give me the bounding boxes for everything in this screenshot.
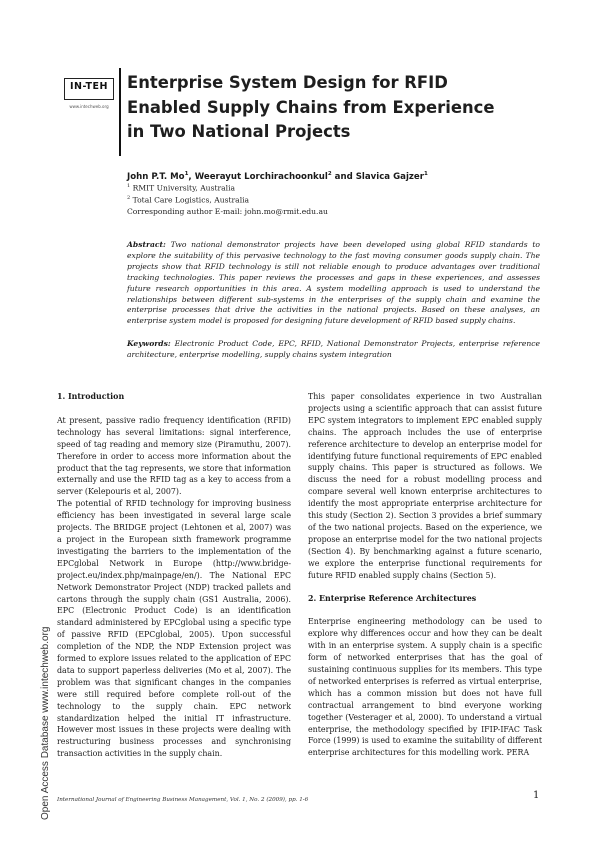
journal-footer: International Journal of Engineering Business Management, Vol. 1, No. 2 (2009), pp. 1-6	[57, 797, 309, 803]
affiliation-1-mark: 1	[127, 183, 131, 189]
title-line-3: in Two National Projects	[127, 122, 351, 141]
logo-mark: IN-TEH	[70, 81, 108, 92]
sidebar-open-access-text: Open Access Database www.intechweb.org	[40, 626, 51, 820]
paragraph: The potential of RFID technology for improving business efficiency has been investigated in several large scale projects. The BRIDGE project (Lehtonen et al, 2007) was a project in the European sixth framework programme investigating the barriers to the implementation of the EPCglobal Network in Europe (http://www.bridge-project.eu/index.php/mainpage/en/). The National EPC Network Demonstrator Project (NDP) tracked pallets and cartons through the supply chain (GS1 Australia, 2006). EPC (Electronic Product Code) is an identification standard administered by EPCglobal using a specific type of passive RFID (EPCglobal, 2005). Upon successful completion of the NDP, the NDP Extension project was formed to explore issues related to the application of EPC data to support paperless deliveries (Mo et al, 2007). The problem was that significant changes in the companies were still required before complete roll-out of the technology to the supply chain. EPC network standardization helped the initial IT infrastructure. However most issues in these projects were dealing with restructuring business processes and synchronising transaction activities in the supply chain.	[57, 499, 291, 759]
abstract-text: Two national demonstrator projects have been developed using global RFID standards to explore the suitability of this pervasive technology to the fast moving consumer goods supply chain. The projects show that RFID technology is still not reliable enough to produce advantages over traditional tracking technologies. This paper reviews the processes and gaps in these experiences, and assesses future research opportunities in this area. A system modelling approach is used to understand the relationships between different sub-systems in the enterprises of the supply chain and examine the enterprise processes that drive the activities in the national projects. Based on these analyses, an enterprise system model is proposed for designing future development of RFID based supply chains.	[127, 240, 540, 326]
author-2: Weerayut Lorchirachoonkul	[194, 171, 328, 182]
affiliation-1	[127, 183, 235, 193]
page-number: 1	[533, 790, 540, 801]
affiliation-2-mark: 2	[127, 195, 131, 201]
paper-title	[127, 71, 547, 145]
keywords-text: Electronic Product Code, EPC, RFID, National Demonstrator Projects, enterprise reference architecture, enterprise modelling, supply chains system integration	[127, 339, 541, 359]
section-heading-architectures: 2. Enterprise Reference Architectures	[308, 593, 477, 603]
publisher-logo	[64, 72, 114, 118]
author-3-affil: 1	[423, 171, 428, 177]
affiliation-1-text: RMIT University, Australia	[132, 183, 236, 193]
paragraph: This paper consolidates experience in two Australian projects using a scientific approach that can assist future EPC system integrators to implement EPC enabled supply chains. The approach includes the use of enterprise reference architecture to develop an enterprise model for identifying future functional requirements of EPC enabled supply chains. This paper is structured as follows. We discuss the need for a robust modelling process and compare several well known enterprise architectures to identify the most appropriate enterprise architecture for this study (Section 2). Section 3 provides a brief summary of the two national projects. Based on the experience, we propose an enterprise model for the two national projects (Section 4). By benchmarking against a future scenario, we explore the enterprise functional requirements for future RFID enabled supply chains (Section 5).	[308, 392, 542, 580]
title-line-1: Enterprise System Design for RFID	[127, 73, 448, 92]
author-1: John P.T. Mo	[127, 171, 185, 182]
author-list: John P.T. Mo$^1$, Weerayut Lorchirachoonkul$^2$ and Slavica Gajzer$^1$	[127, 171, 428, 182]
corresponding-author: Corresponding author E-mail: john.mo@rmit.edu.au	[127, 207, 328, 216]
abstract-label: Abstract:	[127, 240, 166, 249]
title-line-2: Enabled Supply Chains from Experience	[127, 97, 495, 117]
title-divider	[119, 68, 121, 156]
affiliation-2	[127, 195, 249, 205]
left-column	[57, 391, 291, 760]
affiliation-2-text: Total Care Logistics, Australia	[132, 195, 250, 205]
paragraph: At present, passive radio frequency identification (RFID) technology has several limitations: signal interference, speed of tag reading and memory size (Piramuthu, 2007). Therefore in order to access more information about the product that the tag represents, we store that information externally and use the RFID tag as a key to access from a server (Kelepouris et al, 2007).	[57, 415, 291, 497]
keywords	[127, 339, 540, 361]
paragraph: Enterprise engineering methodology can be used to explore why differences occur and how they can be dealt with in an enterprise system. A supply chain is a specific form of networked enterprises that has the goal of sustaining continuous supplies for its members. This type of networked enterprises is referred as virtual enterprise, which has a common mission but does not have full contractual arrangement to bind everyone working together (Vesterager et al, 2000). To understand a virtual enterprise, the methodology specified by IFIP-IFAC Task Force (1999) is used to examine the suitability of different enterprise architectures for this modelling work. PERA	[308, 617, 542, 758]
abstract	[127, 240, 540, 327]
author-3: and Slavica Gajzer	[334, 171, 424, 182]
right-column	[308, 391, 542, 759]
section-heading-introduction: 1. Introduction	[57, 392, 125, 401]
author-1-affil: 1	[184, 171, 189, 177]
author-2-affil: 2	[327, 171, 332, 177]
keywords-label: Keywords:	[127, 339, 171, 348]
logo-subtext: www.intechweb.org	[69, 104, 109, 109]
